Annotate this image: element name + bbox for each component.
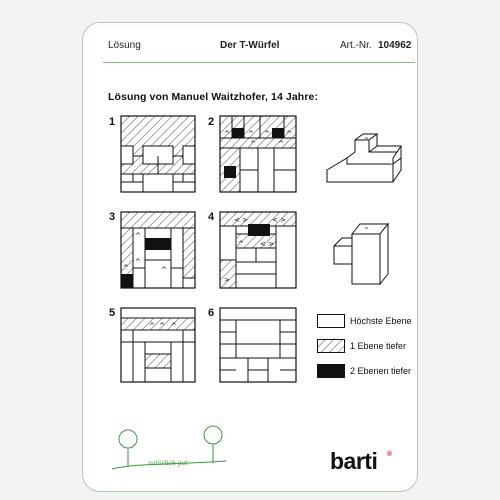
svg-text:^: ^ [149, 322, 155, 330]
puzzle-solution-1 [121, 116, 195, 192]
svg-text:< >: < > [260, 240, 274, 248]
svg-text:< >: < > [234, 216, 248, 224]
puzzle-solution-3 [121, 212, 195, 288]
logo-registered-mark: ® [387, 451, 393, 458]
svg-text:^: ^ [248, 130, 254, 138]
svg-text:^: ^ [224, 130, 230, 138]
figure-number-3: 3 [109, 211, 116, 223]
header-solution-label: Lösung [108, 40, 141, 51]
puzzle-solution-4 [220, 212, 296, 288]
tagline: natürlich gut [148, 460, 188, 467]
svg-text:^: ^ [250, 140, 256, 148]
svg-text:^: ^ [364, 137, 370, 144]
header-divider [103, 62, 415, 63]
header-article-number: 104962 [378, 40, 412, 51]
svg-text:^: ^ [286, 130, 292, 138]
puzzle-solution-2 [220, 116, 296, 192]
svg-text:^: ^ [159, 322, 165, 330]
legend-label-highest: Höchste Ebene [350, 316, 412, 326]
legend-label-two-lower: 2 Ebenen tiefer [350, 366, 412, 376]
legend-swatch-highest [317, 314, 345, 328]
t-cube-illustration-top [325, 130, 401, 188]
figure-number-1: 1 [109, 116, 116, 128]
svg-text:^: ^ [123, 264, 129, 272]
puzzle-solution-5 [121, 308, 195, 382]
solution-title: Lösung von Manuel Waitzhofer, 14 Jahre: [108, 91, 319, 103]
svg-text:< >: < > [272, 216, 286, 224]
figure-number-4: 4 [208, 211, 215, 223]
svg-text:^: ^ [238, 240, 244, 248]
puzzle-solution-6 [220, 308, 296, 382]
svg-text:^: ^ [171, 322, 177, 330]
header-article-label: Art.-Nr. [340, 40, 372, 51]
svg-text:>: > [224, 276, 230, 284]
legend-swatch-two-lower [317, 364, 345, 378]
figure-number-6: 6 [208, 307, 215, 319]
svg-text:^: ^ [364, 227, 370, 234]
tree-logo-icon [108, 425, 228, 475]
figure-number-5: 5 [109, 307, 116, 319]
svg-text:^: ^ [135, 232, 141, 240]
svg-text:^: ^ [135, 258, 141, 266]
legend-label-one-lower: 1 Ebene tiefer [350, 341, 407, 351]
figure-number-2: 2 [208, 116, 215, 128]
header-title: Der T-Würfel [220, 40, 280, 51]
barti-logo: barti [330, 448, 378, 474]
svg-text:^: ^ [278, 140, 284, 148]
t-cube-illustration-bottom [330, 220, 396, 286]
svg-text:^: ^ [161, 266, 167, 274]
svg-text:^: ^ [264, 130, 270, 138]
legend-swatch-one-lower [317, 339, 345, 353]
